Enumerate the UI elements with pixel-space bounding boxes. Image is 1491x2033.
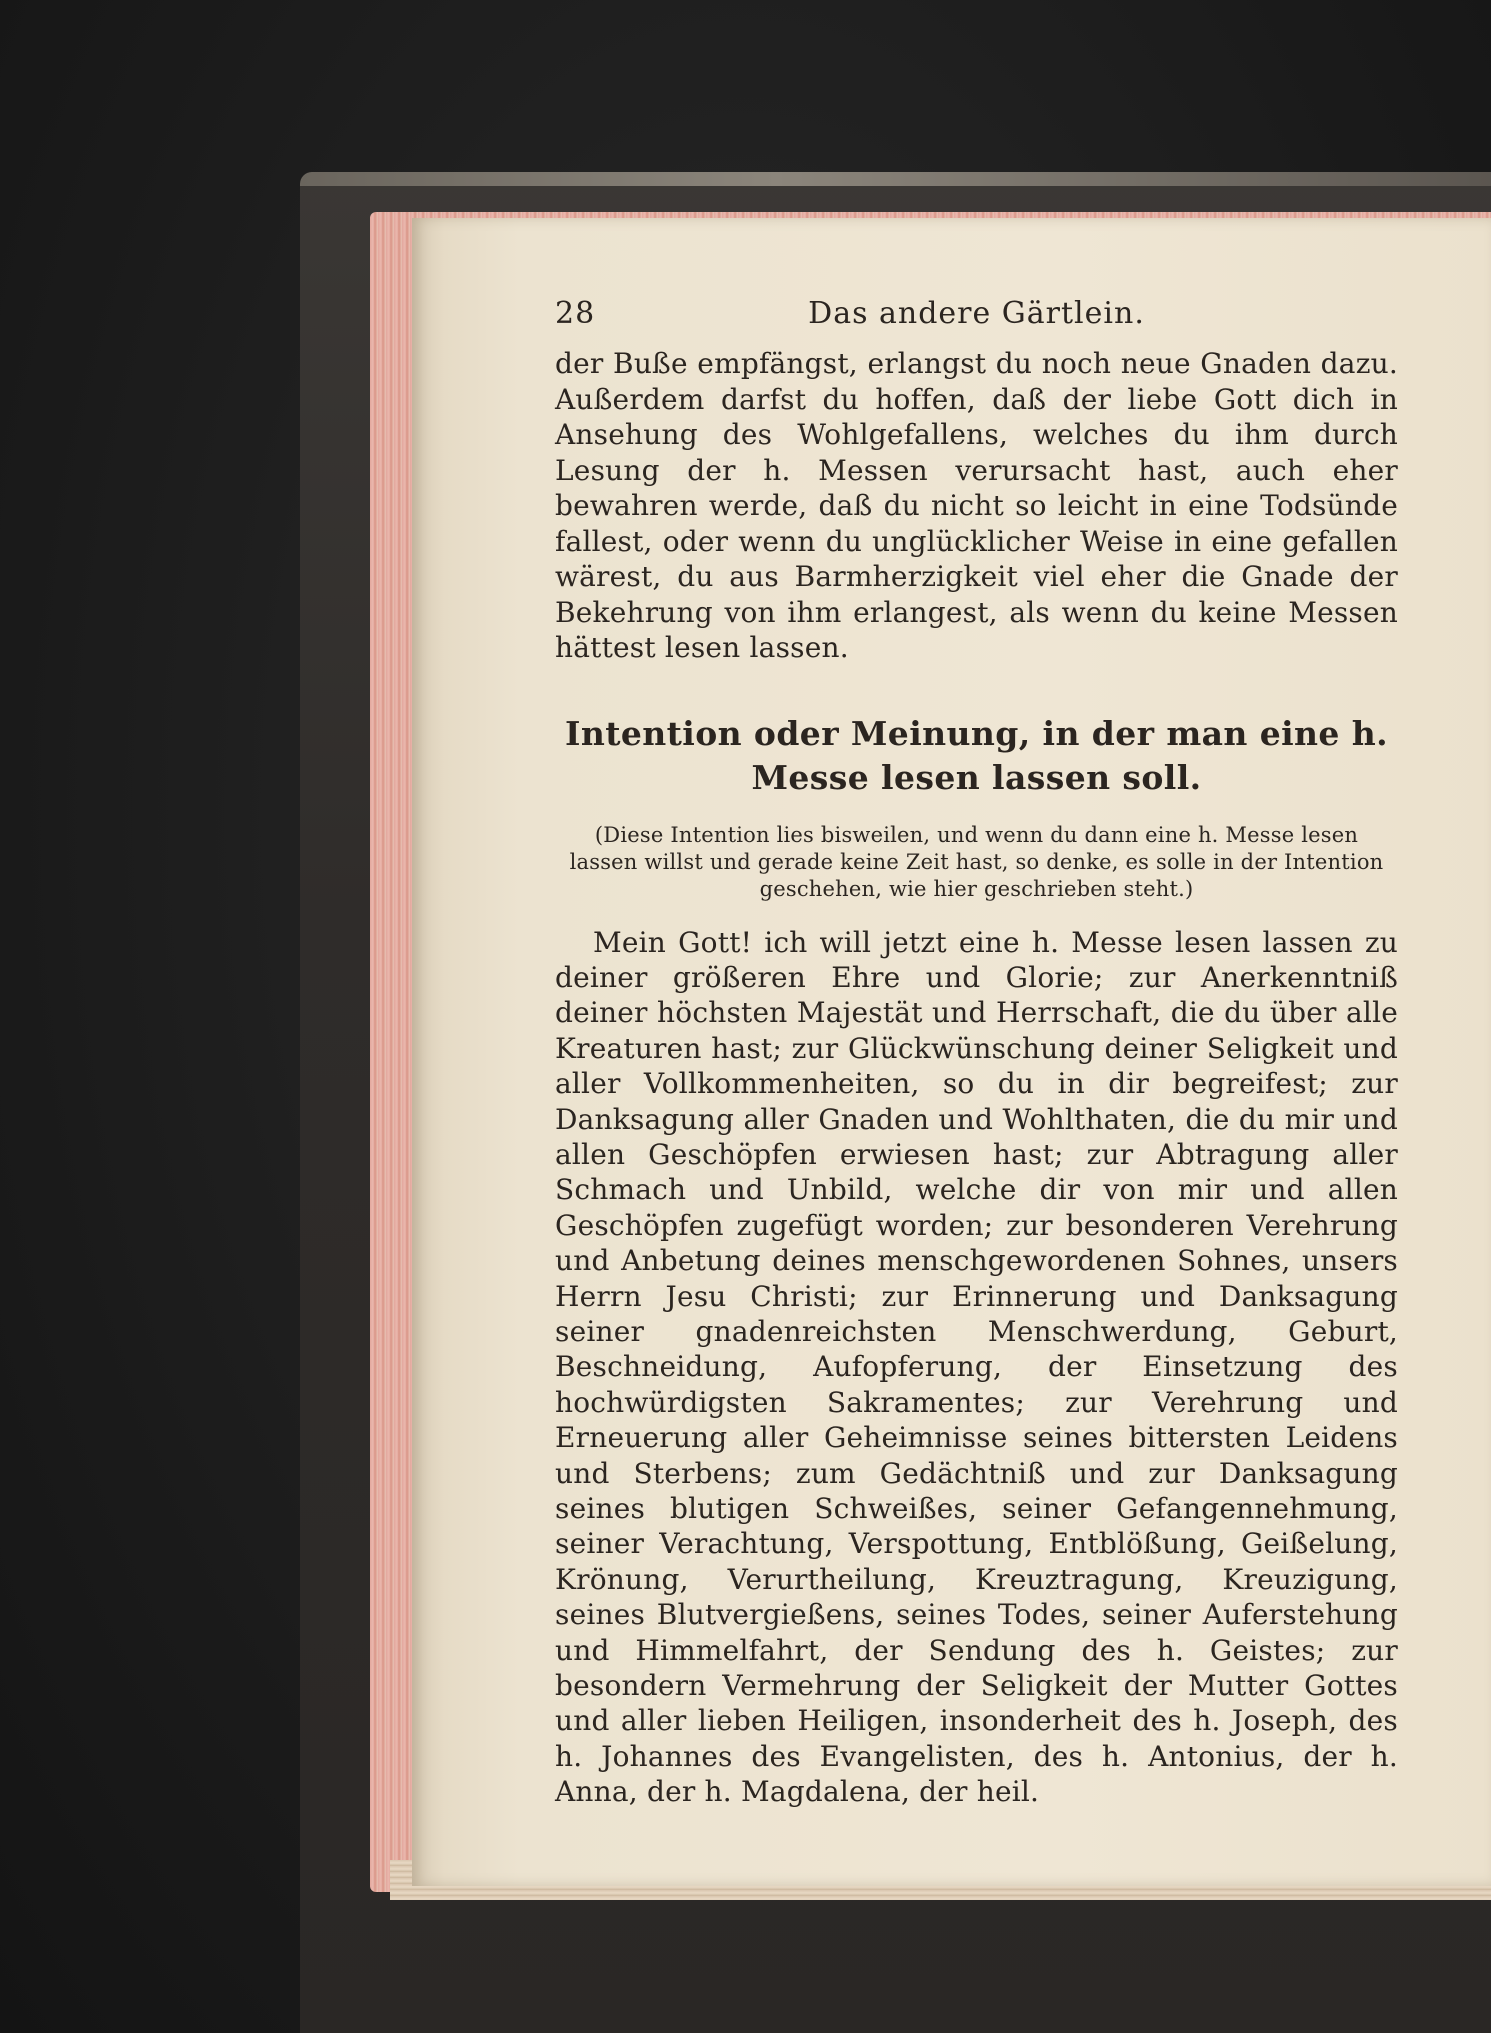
intro-paragraph: der Buße empfängst, erlangst du noch neue Gnaden dazu. Außerdem darfst du hoffen, daß der liebe Gott dich in Ansehung des Wohlgefallens, welches du ihm durch Lesung der h. Messen verursacht hast, auch eher bewahren werde, daß du nicht so leicht in eine Todsünde fallest, oder wenn du unglücklicher Weise in eine gefallen wärest, du aus Barmherzigkeit viel eher die Gnade der Bekehrung von ihm erlangest, als wenn du keine Messen hättest lesen lassen. [555, 347, 1398, 664]
page-number: 28 [555, 296, 596, 331]
page-text-block [555, 290, 1398, 1810]
running-title: Das andere Gärtlein. [808, 296, 1145, 331]
section-note: (Diese Intention lies bisweilen, und wenn du dann eine h. Messe lesen lassen willst und gerade keine Zeit hast, so denke, es solle in der Intention geschehen, wie hier geschrieben steht.) [569, 822, 1384, 901]
prayer-text: Mein Gott! ich will jetzt eine h. Messe lesen lassen zu deiner größeren Ehre und Glorie; zur Anerkenntniß deiner höchsten Majestät und Herrschaft, die du über alle Kreaturen hast; zur Glückwünschung deiner Seligkeit und aller Vollkommenheiten, so du in dir begreifest; zur Danksagung aller Gnaden und Wohlthaten, die du mir und allen Geschöpfen erwiesen hast; zur Abtragung aller Schmach und Unbild, welche dir von mir und allen Geschöpfen zugefügt worden; zur besonderen Verehrung und Anbetung deines menschgewordenen Sohnes, unsers Herrn Jesu Christi; zur Erinnerung und Danksagung seiner gnadenreichsten Menschwerdung, Geburt, Beschneidung, Aufopferung, der Einsetzung des hochwürdigsten Sakramentes; zur Verehrung und Erneuerung aller Geheimnisse seines bittersten Leidens und Sterbens; zum Gedächtniß und zur Danksagung seines blutigen Schweißes, seiner Gefangennehmung, seiner Verachtung, Verspottung, Entblößung, Geißelung, Krönung, Verurtheilung, Kreuztragung, Kreuzigung, seines Blutvergießens, seines Todes, seiner Auferstehung und Himmelfahrt, der Sendung des h. Geistes; zur besondern Vermehrung der Seligkeit der Mutter Gottes und aller lieben Heiligen, insonderheit des h. Joseph, des h. Johannes des Evangelisten, des h. Antonius, der h. Anna, der h. Magdalena, der heil. [555, 925, 1398, 1809]
book-cover-edge [300, 172, 1491, 186]
running-head [555, 290, 1398, 338]
section-heading: Intention oder Meinung, in der man eine h. Messe lesen lassen soll. [564, 713, 1388, 797]
